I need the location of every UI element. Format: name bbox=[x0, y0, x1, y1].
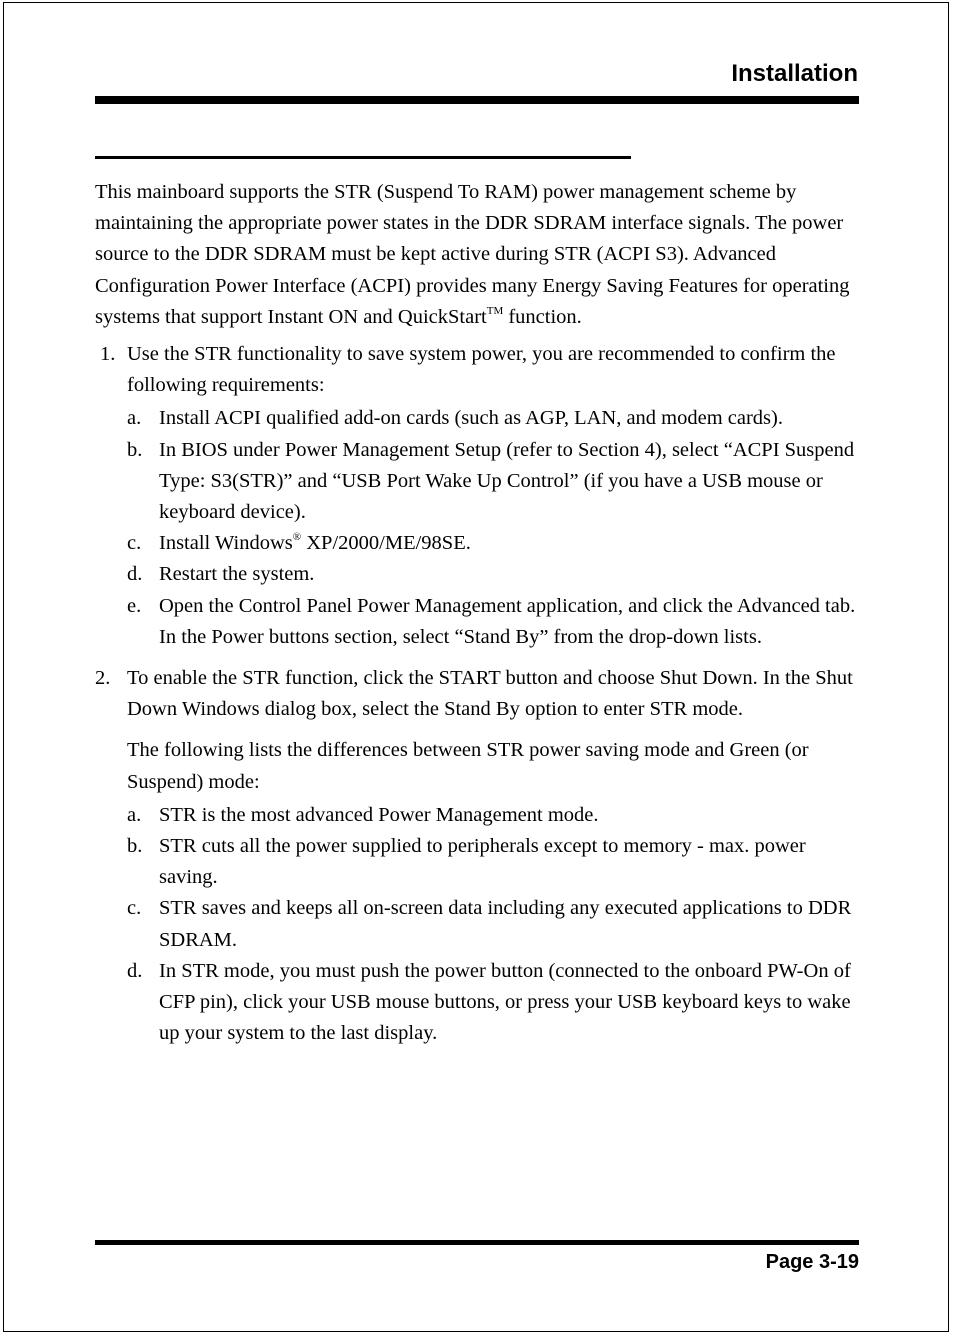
list-item bbox=[127, 893, 860, 955]
list-item-1 bbox=[95, 339, 860, 653]
list-item-text-end: XP/2000/ME/98SE. bbox=[301, 532, 471, 555]
page-body bbox=[95, 177, 860, 1049]
footer-divider bbox=[95, 1240, 859, 1245]
trademark-symbol: TM bbox=[486, 304, 504, 317]
list-letter: c. bbox=[127, 532, 142, 555]
list-item bbox=[127, 956, 860, 1050]
intro-paragraph bbox=[95, 177, 860, 333]
list-letter: d. bbox=[127, 959, 143, 982]
differences-paragraph: The following lists the differences between STR power saving mode and Green (or Suspend) mode: bbox=[127, 739, 809, 793]
intro-text: This mainboard supports the STR (Suspend To RAM) power management scheme by maintaining the appropriate power states in the DDR SDRAM interface signals. The power source to the DDR SDRAM must be kept active during STR (ACPI S3). Advanced Configuration Power Interface (ACPI) provides many Energy Saving Features for operating systems that support Instant ON and QuickStart bbox=[95, 181, 850, 328]
list-item bbox=[127, 831, 860, 893]
list-item-2 bbox=[95, 663, 860, 1049]
list-item-text: In BIOS under Power Management Setup (refer to Section 4), select “ACPI Suspend Type: S3(STR)” and “USB Port Wake Up Control” (if you have a USB mouse or keyboard device). bbox=[159, 438, 855, 524]
list-item bbox=[127, 559, 860, 590]
list-item bbox=[127, 528, 860, 559]
section-title-underline bbox=[95, 156, 631, 159]
list-number: 1. bbox=[100, 343, 116, 366]
list-item-text: STR saves and keeps all on-screen data including any executed applications to DDR SDRAM. bbox=[159, 897, 852, 951]
differences-list bbox=[127, 800, 860, 1050]
page-header-title: Installation bbox=[731, 60, 858, 87]
list-letter: b. bbox=[127, 438, 143, 461]
list-item-text: Restart the system. bbox=[159, 563, 315, 586]
list-item-text: STR is the most advanced Power Management mode. bbox=[159, 803, 599, 826]
list-letter: a. bbox=[127, 803, 142, 826]
list-item-text: Install Windows bbox=[159, 532, 293, 555]
list-item bbox=[127, 403, 860, 434]
header-divider bbox=[95, 96, 859, 104]
list-item-text: Install ACPI qualified add-on cards (such as AGP, LAN, and modem cards). bbox=[159, 407, 783, 430]
list-item-text: Use the STR functionality to save system power, you are recommended to confirm the following requirements: bbox=[127, 343, 836, 397]
list-letter: e. bbox=[127, 594, 142, 617]
list-item bbox=[127, 591, 860, 653]
intro-text-end: function. bbox=[503, 305, 582, 328]
list-number: 2. bbox=[95, 667, 111, 690]
list-letter: a. bbox=[127, 407, 142, 430]
list-letter: b. bbox=[127, 835, 143, 858]
list-letter: c. bbox=[127, 897, 142, 920]
list-item bbox=[127, 435, 860, 529]
list-item bbox=[127, 800, 860, 831]
registered-symbol: ® bbox=[292, 531, 302, 544]
requirements-list bbox=[127, 403, 860, 653]
list-item-text: STR cuts all the power supplied to peripherals except to memory - max. power saving. bbox=[159, 835, 806, 889]
page-number: Page 3-19 bbox=[765, 1251, 859, 1273]
list-letter: d. bbox=[127, 563, 143, 586]
list-item-text: To enable the STR function, click the START button and choose Shut Down. In the Shut Down Windows dialog box, select the Stand By option to enter STR mode. bbox=[127, 667, 853, 721]
list-item-text: In STR mode, you must push the power button (connected to the onboard PW-On of CFP pin), click your USB mouse buttons, or press your USB keyboard keys to wake up your system to the last display. bbox=[159, 959, 851, 1045]
list-item-text: Open the Control Panel Power Management application, and click the Advanced tab. In the Power buttons section, select “Stand By” from the drop-down lists. bbox=[159, 594, 856, 648]
